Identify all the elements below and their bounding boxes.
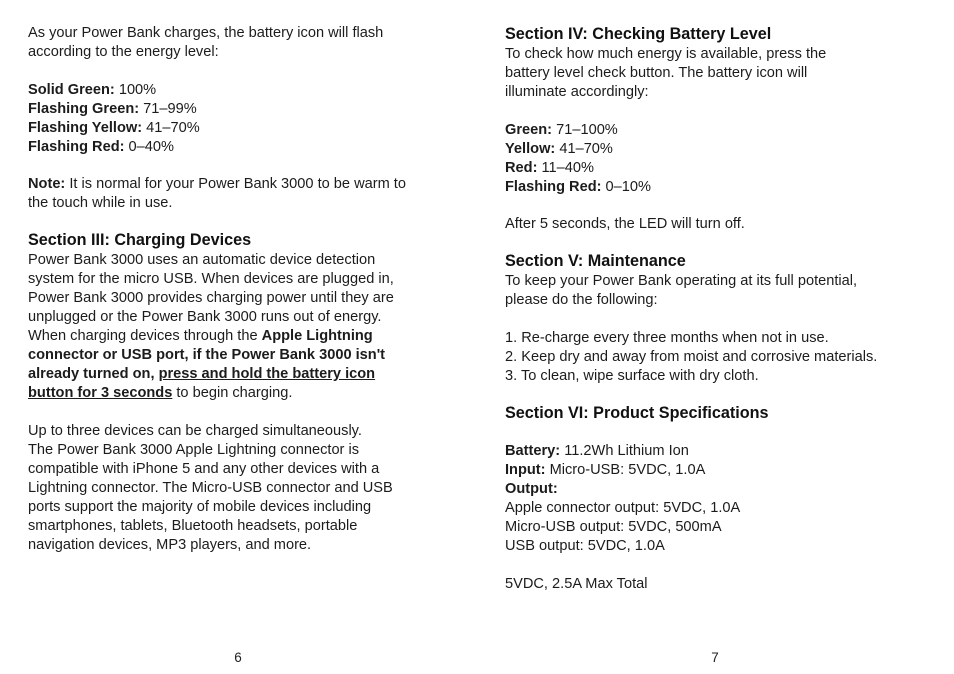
page-number-left: 6 <box>234 650 242 665</box>
led-off-text: After 5 seconds, the LED will turn off. <box>505 216 745 232</box>
spec-input: Input: Micro-USB: 5VDC, 1.0A <box>505 462 706 478</box>
spec-output-item: Micro-USB output: 5VDC, 500mA <box>505 519 722 535</box>
section-5-text: To keep your Power Bank operating at its full potential, <box>505 273 858 289</box>
charging-instruction: button for 3 seconds <box>28 385 173 401</box>
section-4-text: To check how much energy is available, press the <box>505 46 827 62</box>
compatibility-text: Lightning connector. The Micro-USB connector and USB <box>28 479 393 496</box>
compatibility-text: The Power Bank 3000 Apple Lightning connector is <box>28 441 360 458</box>
check-level-red: Red: 11–40% <box>505 159 594 176</box>
section-3-text: already turned on, press and hold the battery icon <box>28 366 376 382</box>
check-level-flashing-red: Flashing Red: 0–10% <box>505 178 651 195</box>
maintenance-item: 3. To clean, wipe surface with dry cloth. <box>505 367 759 384</box>
spec-output-item: Apple connector output: 5VDC, 1.0A <box>505 500 741 516</box>
charge-level-flashing-green: Flashing Green: 71–99% <box>28 100 197 117</box>
spec-battery: Battery: 11.2Wh Lithium Ion <box>505 443 689 459</box>
section-3-text: When charging devices through the Apple Lightning <box>28 328 373 344</box>
section-5-title: Section V: Maintenance <box>505 252 686 270</box>
section-3-text: connector or USB port, if the Power Bank 3000 isn't <box>28 347 386 363</box>
note-text: the touch while in use. <box>28 195 173 211</box>
compatibility-text: Up to three devices can be charged simultaneously. <box>28 422 362 439</box>
maintenance-item: 1. Re-charge every three months when not in use. <box>505 329 829 346</box>
section-4-title: Section IV: Checking Battery Level <box>505 25 772 43</box>
intro-text: As your Power Bank charges, the battery icon will flash <box>28 25 384 41</box>
charge-level-flashing-yellow: Flashing Yellow: 41–70% <box>28 119 200 136</box>
maintenance-item: 2. Keep dry and away from moist and corrosive materials. <box>505 348 878 365</box>
spec-max-total: 5VDC, 2.5A Max Total <box>505 575 648 592</box>
section-3-title: Section III: Charging Devices <box>28 231 252 249</box>
intro-text: according to the energy level: <box>28 44 219 60</box>
compatibility-text: compatible with iPhone 5 and any other devices with a <box>28 460 380 477</box>
section-5-text: please do the following: <box>505 292 658 308</box>
page-number-right: 7 <box>711 650 719 665</box>
check-level-yellow: Yellow: 41–70% <box>505 140 613 157</box>
spec-output-label: Output: <box>505 481 558 497</box>
left-page <box>28 24 448 555</box>
section-3-text: unplugged or the Power Bank 3000 runs out of energy. <box>28 309 382 325</box>
compatibility-text: smartphones, tablets, Bluetooth headsets, portable <box>28 517 358 534</box>
section-3-text: Power Bank 3000 uses an automatic device detection <box>28 252 376 268</box>
charging-instruction: press and hold the battery icon <box>158 366 376 382</box>
section-6-title: Section VI: Product Specifications <box>505 403 769 422</box>
section-3-text: system for the micro USB. When devices are plugged in, <box>28 271 394 287</box>
note-text: Note: It is normal for your Power Bank 3000 to be warm to <box>28 176 406 192</box>
section-3-text: Power Bank 3000 provides charging power until they are <box>28 290 394 306</box>
spec-output-item: USB output: 5VDC, 1.0A <box>505 538 665 554</box>
section-4-text: battery level check button. The battery icon will <box>505 65 808 81</box>
check-level-green: Green: 71–100% <box>505 121 618 138</box>
charge-level-flashing-red: Flashing Red: 0–40% <box>28 138 174 155</box>
section-3-text: button for 3 seconds to begin charging. <box>28 385 293 401</box>
compatibility-text: navigation devices, MP3 players, and more. <box>28 536 312 553</box>
compatibility-text: ports support the majority of mobile devices including <box>28 498 372 515</box>
right-page <box>505 24 925 594</box>
section-4-text: illuminate accordingly: <box>505 84 649 100</box>
charge-level-solid-green: Solid Green: 100% <box>28 81 157 98</box>
